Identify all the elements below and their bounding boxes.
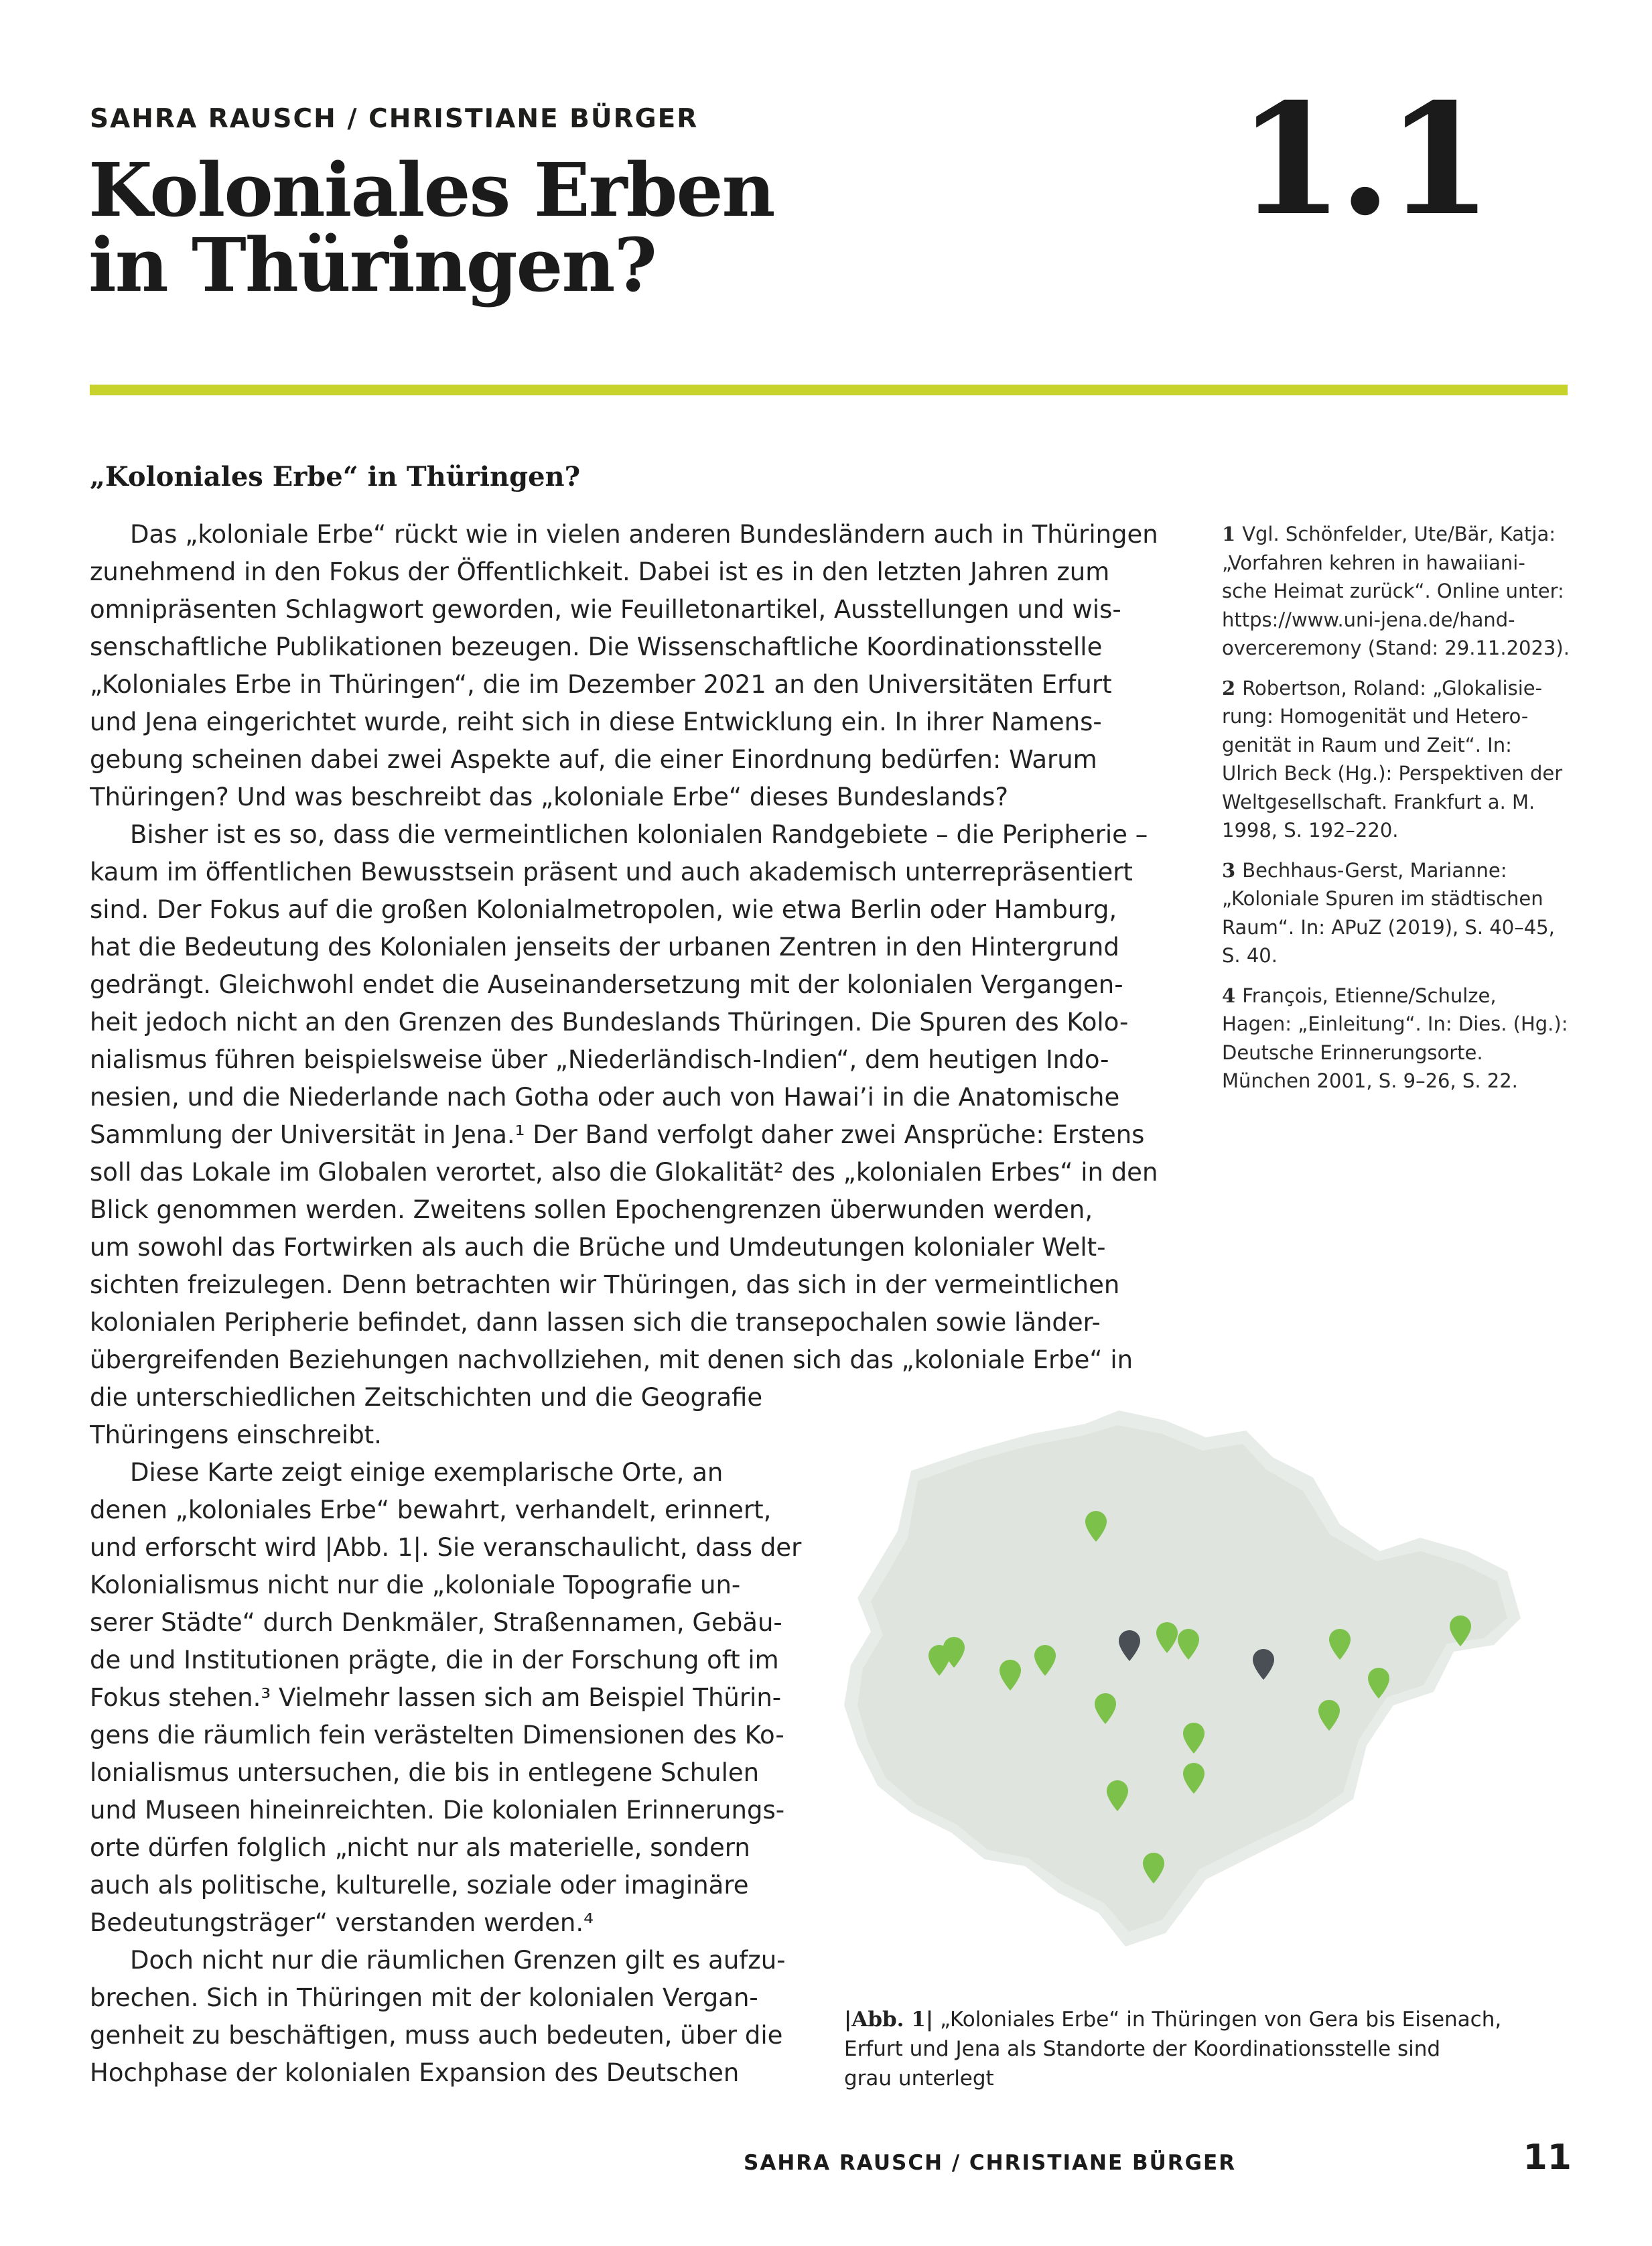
body-line: Bedeutungsträger“ verstanden werden.⁴ [90,1908,594,1937]
body-line: omnipräsenten Schlagwort geworden, wie Feuilletonartikel, Ausstellungen und wis- [90,595,1121,624]
page-number: 11 [1523,2137,1572,2178]
body-line: Blick genommen werden. Zweitens sollen Epochengrenzen überwunden werden, [90,1195,1093,1224]
running-head: SAHRA RAUSCH / CHRISTIANE BÜRGER [744,2151,1237,2175]
body-line: nesien, und die Niederlande nach Gotha oder auch von Hawai’i in die Anatomische [90,1083,1120,1112]
footnote-line: overceremony (Stand: 29.11.2023). [1222,637,1570,659]
footnote-line: https://www.uni-jena.de/hand- [1222,608,1515,631]
map-thuringia-area [857,1425,1507,1932]
figure-label: |Abb. 1| [844,2007,934,2032]
caption-line: grau unterlegt [844,2066,994,2091]
footnote-line: Hagen: „Einleitung“. In: Dies. (Hg.): [1222,1012,1568,1035]
chapter-title [88,147,1026,308]
footnote-number: 4 [1222,984,1236,1007]
author-line: SAHRA RAUSCH / CHRISTIANE BÜRGER [90,104,699,134]
footnote-line: Vgl. Schönfelder, Ute/Bär, Katja: [1242,523,1556,545]
body-line: heit jedoch nicht an den Grenzen des Bundeslands Thüringen. Die Spuren des Kolo- [90,1008,1129,1037]
footnote-line: S. 40. [1222,944,1278,967]
body-line: Bisher ist es so, dass die vermeintlichen kolonialen Randgebiete – die Peripherie – [130,820,1148,849]
accent-rule [90,385,1568,395]
body-line: soll das Lokale im Globalen verortet, also die Glokalität² des „kolonialen Erbes“ in den [90,1158,1158,1187]
body-line: Thüringen? Und was beschreibt das „koloniale Erbe“ dieses Bundeslands? [90,783,1009,811]
footnote-2 [1222,674,1570,845]
body-line: serer Städte“ durch Denkmäler, Straßennamen, Gebäu- [90,1608,782,1637]
body-line: lonialismus untersuchen, die bis in entlegene Schulen [90,1758,760,1787]
footnote-line: Robertson, Roland: „Glokalisie- [1242,676,1543,700]
body-line: Hochphase der kolonialen Expansion des Deutschen [90,2058,740,2087]
footnote-line: Bechhaus-Gerst, Marianne: [1242,858,1507,882]
body-line: senschaftliche Publikationen bezeugen. Die Wissenschaftliche Koordinationsstelle [90,633,1103,661]
caption-line: „Koloniales Erbe“ in Thüringen von Gera bis Eisenach, [939,2007,1502,2032]
body-line: um sowohl das Fortwirken als auch die Brüche und Umdeutungen kolonialer Welt- [90,1233,1106,1262]
footnote-line: Weltgesellschaft. Frankfurt a. M. [1222,790,1535,813]
body-line: gens die räumlich fein verästelten Dimensionen des Ko- [90,1721,784,1749]
body-line: Das „koloniale Erbe“ rückt wie in vielen anderen Bundesländern auch in Thüringen [130,520,1158,549]
footnote-3 [1222,856,1570,970]
section-heading: „Koloniales Erbe“ in Thüringen? [90,461,581,492]
body-line: genheit zu beschäftigen, muss auch bedeuten, über die [90,2021,783,2050]
footnote-number: 1 [1222,523,1236,545]
footnote-line: François, Etienne/Schulze, [1242,984,1497,1007]
body-line: gebung scheinen dabei zwei Aspekte auf, die einer Einordnung bedürfen: Warum [90,745,1097,774]
body-line: Fokus stehen.³ Vielmehr lassen sich am Beispiel Thürin- [90,1683,782,1712]
caption-line: Erfurt und Jena als Standorte der Koordinationsstelle sind [844,2037,1441,2061]
footnote-line: 1998, S. 192–220. [1222,819,1399,842]
body-line: und Jena eingerichtet wurde, reiht sich in diese Entwicklung ein. In ihrer Namens- [90,708,1102,736]
body-line: kaum im öffentlichen Bewusstsein präsent und auch akademisch unterrepräsentiert [90,858,1133,886]
body-line: und Museen hineinreichten. Die kolonialen Erinnerungs- [90,1796,785,1825]
body-line: orte dürfen folglich „nicht nur als materielle, sondern [90,1833,750,1862]
body-line: „Koloniales Erbe in Thüringen“, die im Dezember 2021 an den Universitäten Erfurt [90,670,1112,699]
body-line: de und Institutionen prägte, die in der Forschung oft im [90,1646,779,1674]
footnote-line: München 2001, S. 9–26, S. 22. [1222,1069,1518,1092]
footnote-1 [1222,520,1570,663]
title-line-1: Koloniales Erben [88,147,774,233]
footnote-line: „Vorfahren kehren in hawaiiani- [1222,551,1525,574]
body-line: brechen. Sich in Thüringen mit der kolonialen Vergan- [90,1983,758,2012]
body-line: Thüringens einschreibt. [90,1421,382,1449]
footnote-number: 3 [1222,858,1236,882]
footnote-line: „Koloniale Spuren im städtischen [1222,887,1543,910]
body-line: denen „koloniales Erbe“ bewahrt, verhandelt, erinnert, [90,1496,772,1524]
body-line: die unterschiedlichen Zeitschichten und die Geografie [90,1383,763,1412]
body-line: zunehmend in den Fokus der Öffentlichkeit. Dabei ist es in den letzten Jahren zum [90,557,1110,586]
body-line: kolonialen Peripherie befindet, dann lassen sich die transepochalen sowie länder- [90,1308,1101,1337]
figure-caption [844,2005,1568,2093]
body-line: gedrängt. Gleichwohl endet die Auseinandersetzung mit der kolonialen Vergangen- [90,970,1123,999]
body-line: hat die Bedeutung des Kolonialen jenseits der urbanen Zentren in den Hintergrund [90,933,1119,962]
body-line: und erforscht wird |Abb. 1|. Sie veranschaulicht, dass der [90,1533,802,1562]
footnote-line: Raum“. In: APuZ (2019), S. 40–45, [1222,915,1555,939]
body-line: Doch nicht nur die räumlichen Grenzen gilt es aufzu- [130,1946,786,1975]
footnote-line: genität in Raum und Zeit“. In: [1222,733,1512,756]
body-line: Diese Karte zeigt einige exemplarische Orte, an [130,1458,724,1487]
body-line: auch als politische, kulturelle, soziale oder imaginäre [90,1871,749,1900]
footnote-number: 2 [1222,676,1236,700]
footnote-line: sche Heimat zurück“. Online unter: [1222,580,1564,602]
title-line-2: in Thüringen? [88,222,656,308]
body-line: Kolonialismus nicht nur die „koloniale Topografie un- [90,1571,741,1599]
thuringia-map [831,1397,1527,1960]
body-line: Sammlung der Universität in Jena.¹ Der Band verfolgt daher zwei Ansprüche: Erstens [90,1120,1145,1149]
body-line: sichten freizulegen. Denn betrachten wir Thüringen, das sich in der vermeintlichen [90,1270,1120,1299]
footnote-line: Deutsche Erinnerungsorte. [1222,1041,1483,1064]
footnote-line: Ulrich Beck (Hg.): Perspektiven der [1222,762,1563,785]
footnote-line: rung: Homogenität und Hetero- [1222,705,1529,728]
body-line: nialismus führen beispielsweise über „Niederländisch-Indien“, dem heutigen Indo- [90,1045,1109,1074]
body-line: übergreifenden Beziehungen nachvollziehen, mit denen sich das „koloniale Erbe“ in [90,1345,1133,1374]
body-line: sind. Der Fokus auf die großen Kolonialmetropolen, wie etwa Berlin oder Hamburg, [90,895,1117,924]
chapter-number: 1.1 [1237,70,1487,249]
footnote-4 [1222,982,1570,1096]
footnotes [1222,520,1570,1107]
